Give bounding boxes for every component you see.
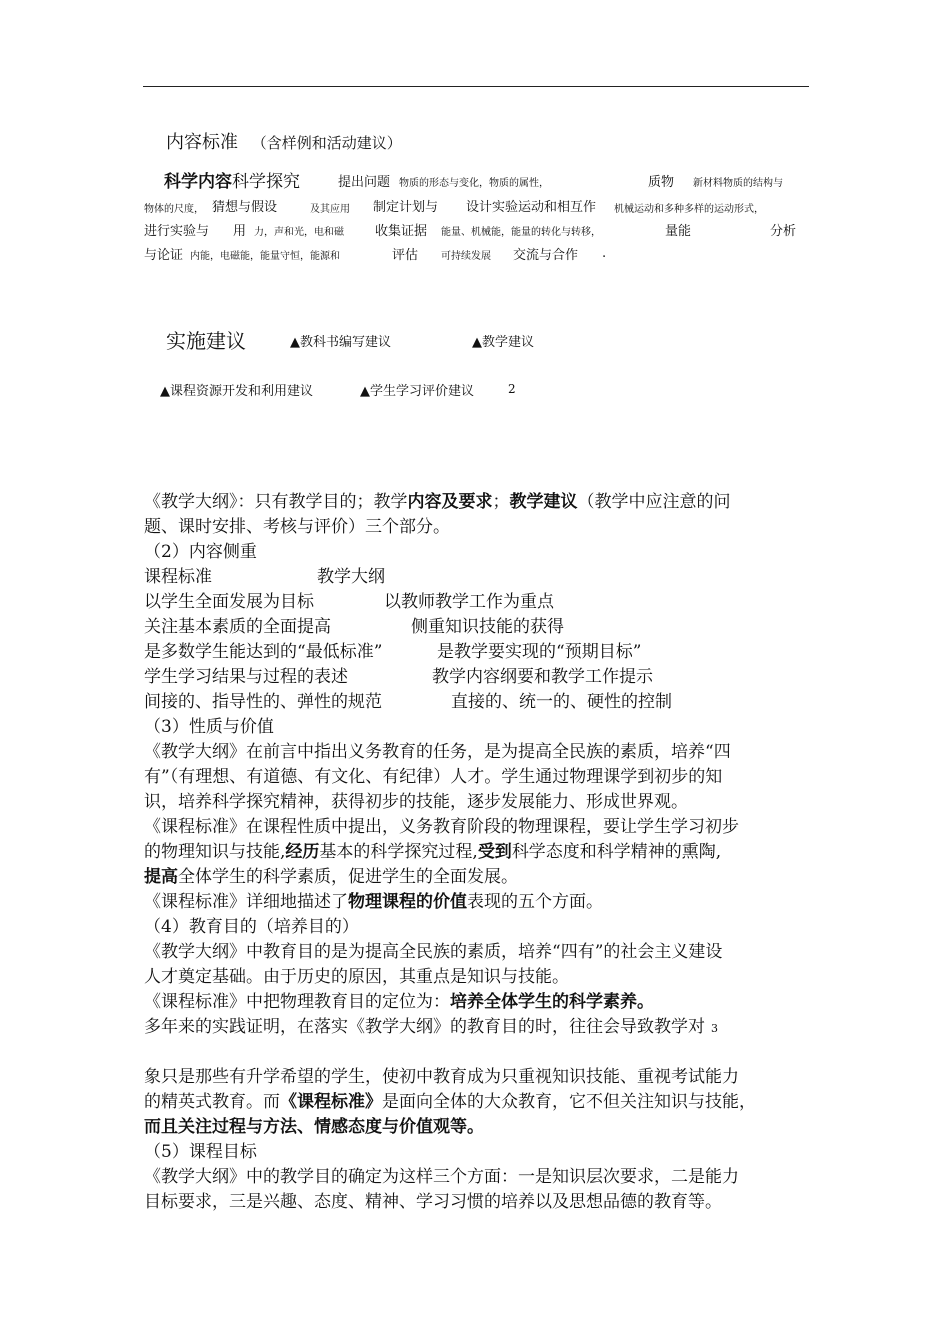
page-mark-2: 2: [508, 382, 516, 396]
body-line-11: 有”（有理想、有道德、有文化、有纪律）人才。学生通过物理课学到初步的知: [144, 767, 723, 787]
content-row-1: [164, 167, 300, 192]
row3-b: 用: [233, 224, 247, 239]
content-standards-heading: [166, 128, 402, 154]
table-cell: 以教师教学工作为重点: [384, 592, 554, 612]
body-line-20: 《课程标准》中把物理教育目的定位为：培养全体学生的科学素养。: [144, 992, 654, 1012]
table-cell: 侧重知识技能的获得: [411, 617, 564, 637]
implementation-item-teaching: ▲教学建议: [472, 335, 534, 350]
heading-note: （含样例和活动建议）: [251, 134, 402, 152]
heading-text: 内容标准: [166, 132, 238, 153]
implementation-item-evaluation: ▲学生学习评价建议: [360, 384, 474, 399]
row3-e: 能量、机械能，能量的转化与转移，: [441, 227, 601, 238]
body-line-24: 而且关注过程与方法、情感态度与价值观等。: [144, 1117, 484, 1137]
row4-f: .: [602, 246, 607, 261]
table-cell: 是教学要实现的“预期目标”: [437, 642, 642, 662]
body-line-14: 的物理知识与技能,经历基本的科学探究过程,受到科学态度和科学精神的熏陶,: [144, 842, 722, 862]
row4-b: 内能，电磁能，能量守恒，能源和: [190, 251, 340, 262]
table-cell: 教学内容纲要和教学工作提示: [432, 667, 653, 687]
body-line-23: 的精英式教育。而《课程标准》是面向全体的大众教育，它不但关注知识与技能，: [144, 1092, 756, 1112]
row2-e: 设计实验运动和相互作: [466, 200, 597, 215]
body-line-2: 题、课时安排、考核与评价）三个部分。: [144, 517, 450, 537]
body-line-19: 人才奠定基础。由于历史的原因，其重点是知识与技能。: [144, 967, 569, 987]
row4-c: 评估: [392, 248, 419, 263]
row3-f: 量能: [665, 224, 692, 239]
row1-a: 科学探究: [232, 172, 300, 192]
row1-d: 质物: [648, 175, 675, 190]
section-heading-3: （3）性质与价值: [144, 717, 274, 737]
body-line-22: 象只是那些有升学希望的学生，使初中教育成为只重视知识技能、重视考试能力: [144, 1067, 739, 1087]
row3-d: 收集证据: [375, 224, 428, 239]
body-line-15: 提高全体学生的科学素质，促进学生的全面发展。: [144, 867, 518, 887]
header-rule: [143, 86, 809, 87]
body-line-1: 《教学大纲》：只有教学目的；教学内容及要求；教学建议（教学中应注意的问: [144, 492, 731, 512]
table-cell: 教学大纲: [317, 567, 385, 587]
body-line-21: 多年来的实践证明，在落实《教学大纲》的教育目的时，往往会导致教学对 3: [144, 1017, 718, 1037]
body-line-26: 《教学大纲》中的教学目的确定为这样三个方面：一是知识层次要求，二是能力: [144, 1167, 739, 1187]
science-content-label: 科学内容: [164, 172, 232, 192]
table-cell: 直接的、统一的、硬性的控制: [451, 692, 672, 712]
row2-a: 物体的尺度，: [144, 204, 204, 215]
table-row: 课程标准: [144, 567, 212, 587]
row4-e: 交流与合作: [513, 248, 579, 263]
body-line-12: 识，培养科学探究精神，获得初步的技能，逐步发展能力、形成世界观。: [144, 792, 688, 812]
row2-f: 机械运动和多种多样的运动形式，: [614, 204, 764, 215]
row3-g: 分析: [770, 224, 797, 239]
row4-a: 与论证: [144, 248, 184, 263]
section-heading-4: （4）教育目的（培养目的）: [144, 917, 359, 937]
table-row: 学生学习结果与过程的表述: [144, 667, 348, 687]
row2-b: 猜想与假设: [212, 200, 278, 215]
row1-e: 新材料物质的结构与: [693, 178, 783, 189]
row3-c: 力，声和光，电和磁: [254, 227, 344, 238]
section-heading-2: （2）内容侧重: [144, 542, 257, 562]
body-line-13: 《课程标准》在课程性质中提出，义务教育阶段的物理课程，要让学生学习初步: [144, 817, 739, 837]
table-row: 间接的、指导性的、弹性的规范: [144, 692, 382, 712]
table-row: 是多数学生能达到的“最低标准”: [144, 642, 383, 662]
section-heading-5: （5）课程目标: [144, 1142, 257, 1162]
body-line-27: 目标要求，三是兴趣、态度、精神、学习习惯的培养以及思想品德的教育等。: [144, 1192, 722, 1212]
implementation-heading: 实施建议: [166, 329, 246, 353]
row1-c: 物质的形态与变化，物质的属性，: [399, 178, 549, 189]
row2-c: 及其应用: [310, 204, 350, 215]
implementation-item-resources: ▲课程资源开发和利用建议: [160, 384, 313, 399]
implementation-item-textbook: ▲教科书编写建议: [290, 335, 391, 350]
body-line-10: 《教学大纲》在前言中指出义务教育的任务，是为提高全民族的素质，培养“四: [144, 742, 731, 762]
row4-d: 可持续发展: [441, 251, 491, 262]
page-mark-3: 3: [711, 1022, 718, 1035]
table-row: 以学生全面发展为目标: [144, 592, 314, 612]
body-line-18: 《教学大纲》中教育目的是为提高全民族的素质，培养“四有”的社会主义建设: [144, 942, 723, 962]
table-row: 关注基本素质的全面提高: [144, 617, 331, 637]
row2-d: 制定计划与: [373, 200, 439, 215]
row1-b: 提出问题: [338, 175, 391, 190]
body-line-16: 《课程标准》详细地描述了物理课程的价值表现的五个方面。: [144, 892, 603, 912]
row3-a: 进行实验与: [144, 224, 210, 239]
